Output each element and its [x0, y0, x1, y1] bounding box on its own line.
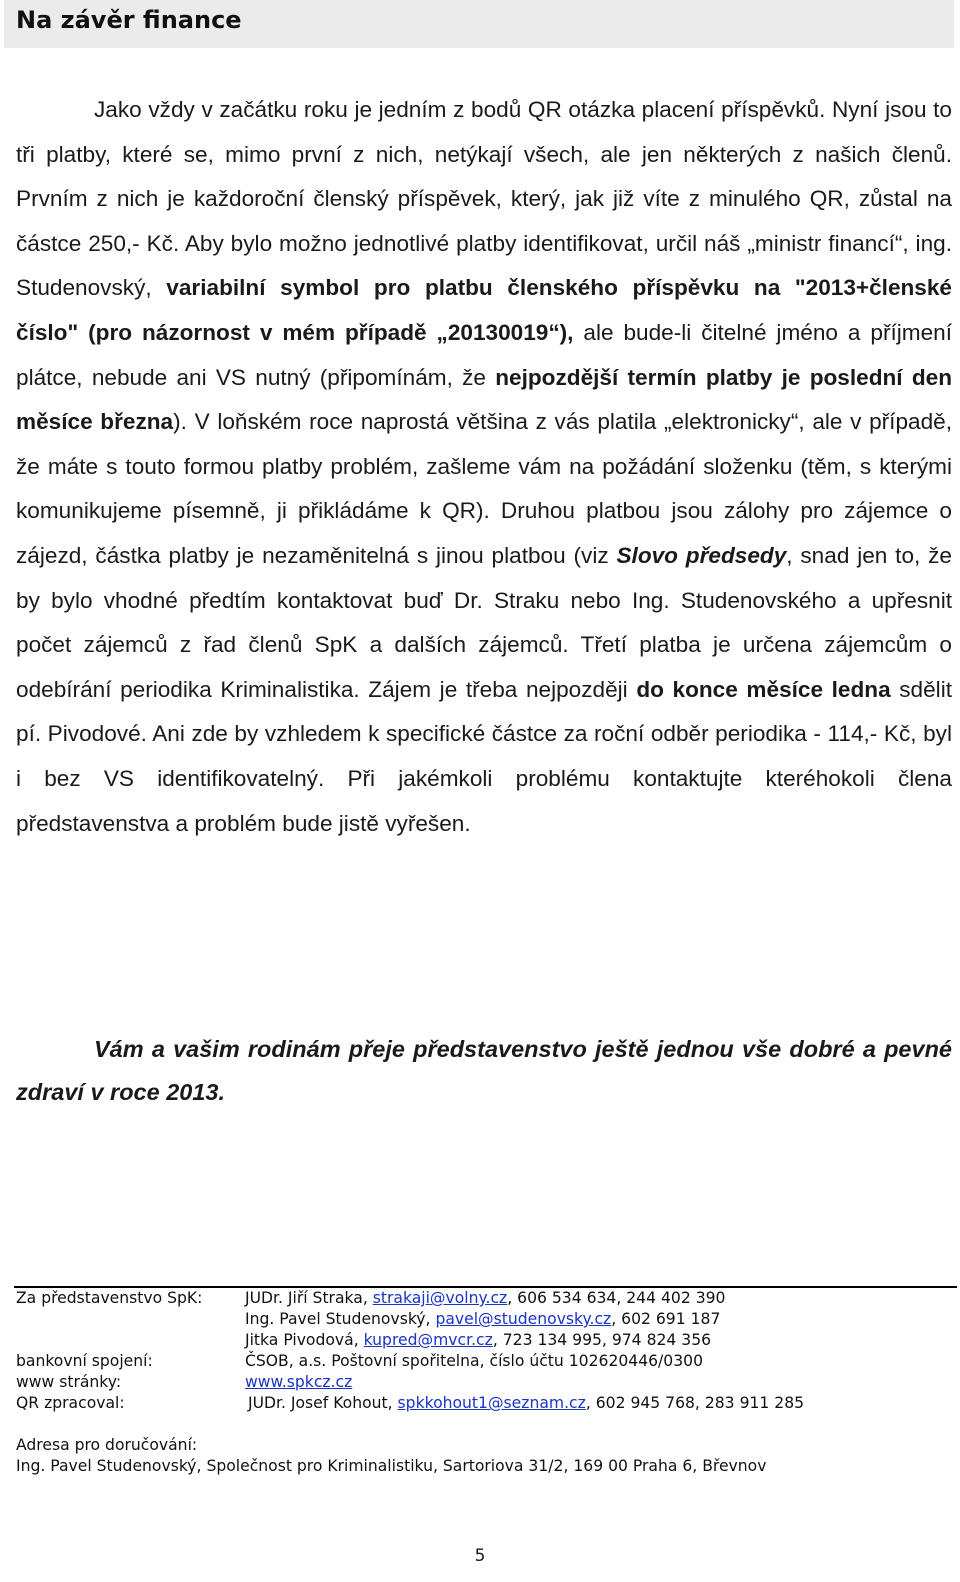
text-segment: Jako vždy v začátku roku je jedním z bodů QR otázka placení příspěvků. Nyní jsou to tři platby, které se, mimo první z nich, netýkají všech, ale jen některých z našich členů. Prvním z nich je každoroční členský příspěvek, který, jak již víte z minulého QR, zůstal na částce 250,- Kč. Aby bylo možno jednotlivé platby identifikovat, určil náš „ministr financí“, ing. Studenovský, — [16, 97, 952, 301]
web-label: www stránky: — [16, 1373, 122, 1391]
finance-paragraph — [16, 88, 952, 846]
bank-value: ČSOB, a.s. Poštovní spořitelna, číslo účtu 102620446/0300 — [245, 1352, 703, 1370]
editor-name: JUDr. Josef Kohout, — [248, 1394, 398, 1412]
editor-phone: , 602 945 768, 283 911 285 — [585, 1394, 805, 1412]
footer-member-row — [16, 1309, 720, 1330]
footer-board-row — [16, 1288, 725, 1309]
closing-text: Vám a vašim rodinám přeje představenstvo ještě jednou vše dobré a pevné zdraví v roce 2013. — [16, 1036, 952, 1105]
footer-address-value: Ing. Pavel Studenovský, Společnost pro Kriminalistiku, Sartoriova 31/2, 169 00 Praha 6, Břevnov — [16, 1457, 767, 1475]
member-phone: , 606 534 634, 244 402 390 — [507, 1289, 726, 1307]
footer-web-row — [16, 1372, 352, 1393]
chairman-word-ref: Slovo předsedy — [616, 542, 787, 568]
text-segment: ). V loňském roce naprostá většina z vás platila „elektronicky“, ale v případě, že máte s touto formou platby problém, zašleme vám na požádání složenku (těm, s kterými komunikujeme písemně, ji přikládáme k QR). Druhou platbou jsou zálohy pro zájemce o zájezd, částka platby je nezaměnitelná s jinou platbou (viz — [16, 409, 952, 568]
text-segment: , snad jen to, že by bylo vhodné předtím kontaktovat buď Dr. Straku nebo Ing. Studenovského a upřesnit počet zájemců z řad členů SpK a dalších zájemců. Třetí platba je určena zájemcům o odebírání periodika Kriminalistika. Zájem je třeba nejpozději — [16, 542, 952, 702]
closing-wish — [16, 1028, 952, 1114]
footer-qr-row — [16, 1393, 804, 1414]
member-name: Jitka Pivodová, — [245, 1331, 364, 1349]
email-link-straka[interactable]: strakaji@volny.cz — [372, 1289, 508, 1307]
footer-address-label: Adresa pro doručování: — [16, 1436, 198, 1454]
email-link-pivodova[interactable]: kupred@mvcr.cz — [363, 1331, 493, 1349]
january-deadline: do konce měsíce ledna — [636, 676, 891, 702]
email-link-kohout[interactable]: spkkohout1@seznam.cz — [397, 1394, 586, 1412]
board-label: Za představenstvo SpK: — [16, 1289, 203, 1307]
deadline-note: nejpozdější termín platby je poslední den měsíce března — [16, 364, 952, 435]
email-link-studenovsky[interactable]: pavel@studenovsky.cz — [435, 1310, 612, 1328]
footer-bank-row — [16, 1351, 703, 1372]
section-heading: Na závěr finance — [4, 0, 954, 48]
member-phone: , 723 134 995, 974 824 356 — [492, 1331, 712, 1349]
bank-label: bankovní spojení: — [16, 1352, 153, 1370]
member-name: Ing. Pavel Studenovský, — [245, 1310, 436, 1328]
qr-label: QR zpracoval: — [16, 1394, 125, 1412]
page-number: 5 — [474, 1546, 486, 1566]
text-segment: ale bude-li čitelné jméno a příjmení plátce, nebude ani VS nutný (připomínám, že — [16, 319, 952, 390]
member-name: JUDr. Jiří Straka, — [245, 1289, 373, 1307]
website-link[interactable]: www.spkcz.cz — [245, 1373, 353, 1391]
member-phone: , 602 691 187 — [611, 1310, 721, 1328]
variable-symbol-note: variabilní symbol pro platbu členského příspěvku na "2013+členské číslo" (pro názornost v mém případě „20130019“), — [16, 275, 953, 345]
footer-member-row — [16, 1330, 711, 1351]
text-segment: sdělit pí. Pivodové. Ani zde by vzhledem k specifické částce za roční odběr periodika - 114,- Kč, byl i bez VS identifikovatelný. Při jakémkoli problému kontaktujte kteréhokoli člena představenstva a problém bude jistě vyřešen. — [16, 676, 952, 836]
